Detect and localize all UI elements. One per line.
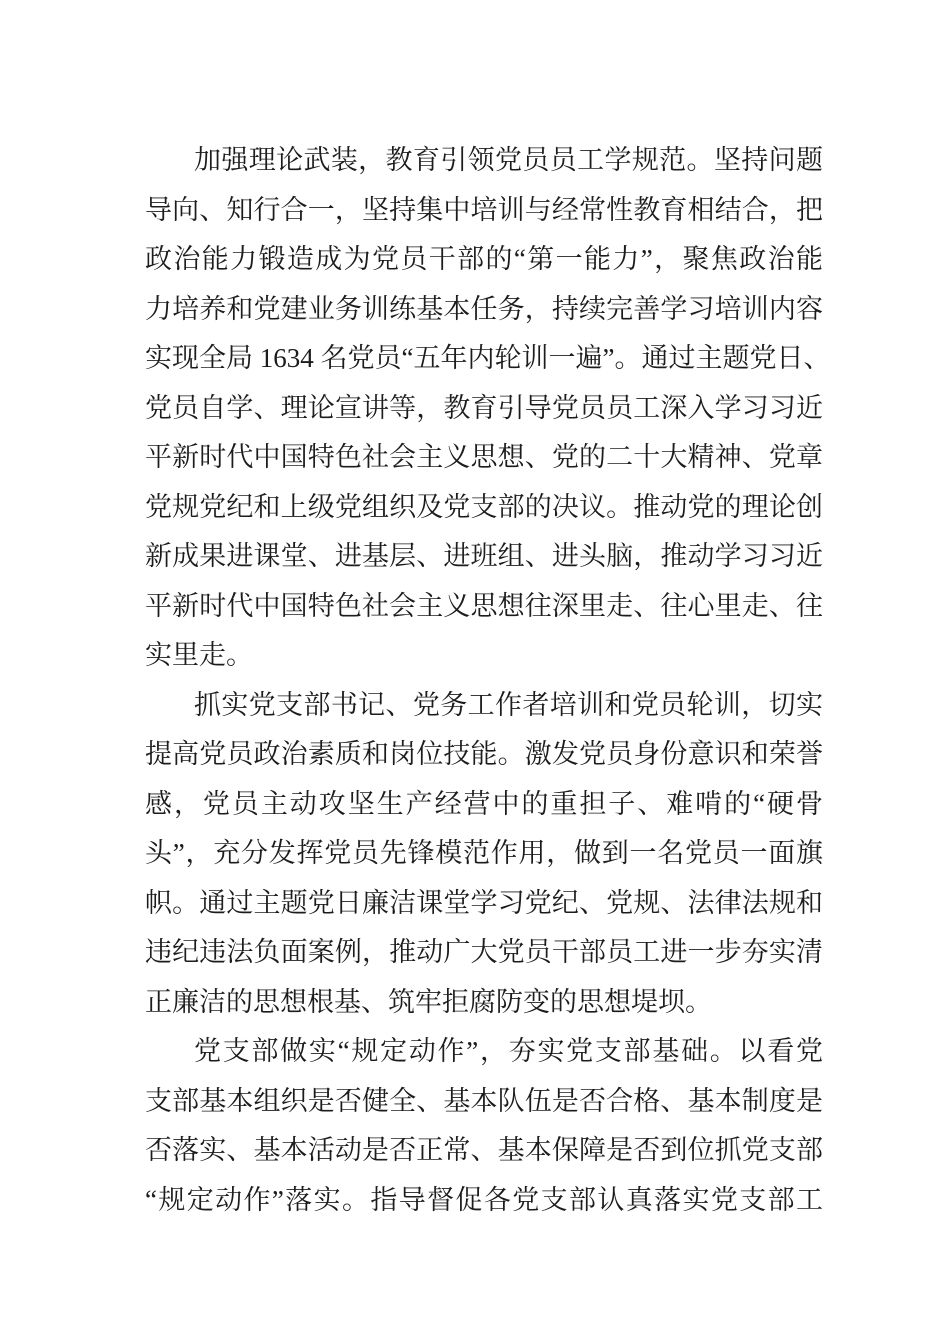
text-line: 党员自学、理论宣讲等，教育引导党员员工深入学习习近	[145, 392, 823, 423]
text-line: 支部基本组织是否健全、基本队伍是否合格、基本制度是	[145, 1085, 823, 1116]
text-line: 实里走。	[145, 640, 253, 670]
paragraph	[145, 681, 823, 1028]
text-line: 加强理论武装，教育引领党员员工学规范。坚持问题	[194, 145, 823, 175]
text-line: 导向、知行合一，坚持集中培训与经常性教育相结合，把	[145, 194, 823, 225]
paragraph	[145, 1027, 823, 1225]
paragraph	[145, 136, 831, 681]
text-line: 违纪违法负面案例，推动广大党员干部员工进一步夯实清	[145, 937, 823, 967]
text-line: 政治能力锻造成为党员干部的“第一能力”，聚焦政治能	[145, 244, 823, 274]
text-line: 平新时代中国特色社会主义思想、党的二十大精神、党章	[145, 442, 823, 472]
text-line: 否落实、基本活动是否正常、基本保障是否到位抓党支部	[145, 1135, 823, 1165]
text-line: 提高党员政治素质和岗位技能。激发党员身份意识和荣誉	[145, 739, 823, 769]
text-line: 感，党员主动攻坚生产经营中的重担子、难啃的“硬骨	[145, 788, 823, 819]
text-line: 实现全局 1634 名党员“五年内轮训一遍”。通过主题党日、	[145, 343, 831, 373]
text-line: 党规党纪和上级党组织及党支部的决议。推动党的理论创	[145, 491, 823, 522]
text-line: 力培养和党建业务训练基本任务，持续完善学习培训内容	[145, 293, 823, 324]
text-line: “规定动作”落实。指导督促各党支部认真落实党支部工	[145, 1184, 823, 1215]
text-line: 新成果进课堂、进基层、进班组、进头脑，推动学习习近	[145, 541, 823, 571]
text-line: 正廉洁的思想根基、筑牢拒腐防变的思想堤坝。	[145, 986, 712, 1017]
text-line: 头”，充分发挥党员先锋模范作用，做到一名党员一面旗	[145, 838, 823, 868]
text-line: 帜。通过主题党日廉洁课堂学习党纪、党规、法律法规和	[145, 887, 823, 918]
text-line: 党支部做实“规定动作”，夯实党支部基础。以看党	[194, 1036, 823, 1066]
document-body	[145, 136, 831, 1225]
text-line: 抓实党支部书记、党务工作者培训和党员轮训，切实	[194, 689, 823, 720]
text-line: 平新时代中国特色社会主义思想往深里走、往心里走、往	[145, 590, 823, 621]
